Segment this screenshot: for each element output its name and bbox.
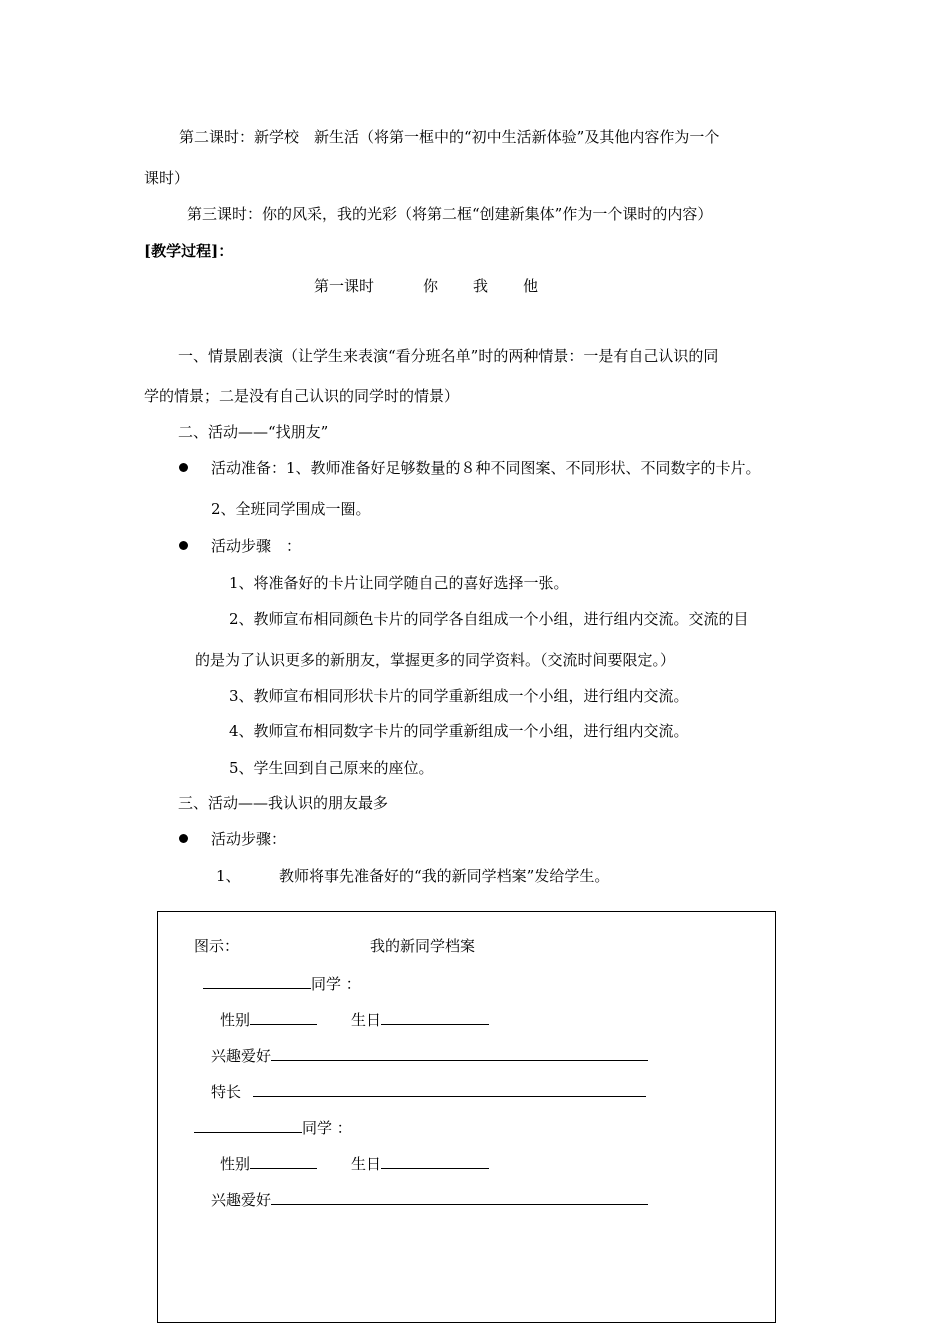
- name-blank[interactable]: [194, 1117, 302, 1133]
- bullet-icon: [179, 541, 188, 550]
- classmate-suffix: 同学 ：: [302, 1119, 352, 1137]
- classmate-name-row: [203, 973, 361, 994]
- section2-prep-line1: 活动准备：1、教师准备好足够数量的８种不同图案、不同形状、不同数字的卡片。: [211, 459, 761, 477]
- section2-step1: 1、将准备好的卡片让同学随自己的喜好选择一张。: [229, 574, 569, 592]
- section2-step4: 4、教师宣布相同数字卡片的同学重新组成一个小组，进行组内交流。: [229, 722, 689, 740]
- specialty-label: 特长: [211, 1083, 242, 1101]
- lesson2-line1: 第二课时：新学校 新生活（将第一框中的“初中生活新体验”及其他内容作为一个: [179, 128, 720, 146]
- section2-step2-line2: 的是为了认识更多的新朋友，掌握更多的同学资料。（交流时间要限定。）: [195, 651, 676, 669]
- hobby-blank[interactable]: [271, 1045, 648, 1061]
- bullet-icon: [179, 834, 188, 843]
- lesson1-title-him: 他: [523, 277, 539, 295]
- lesson3-line: 第三课时：你的风采，我的光彩（将第二框“创建新集体”作为一个课时的内容）: [187, 205, 713, 223]
- section2-step3: 3、教师宣布相同形状卡片的同学重新组成一个小组，进行组内交流。: [229, 687, 689, 705]
- hobby-label: 兴趣爱好: [211, 1047, 272, 1065]
- gender-birthday-row: [220, 1153, 489, 1174]
- bullet-icon: [179, 463, 188, 472]
- gender-label: 性别: [220, 1011, 251, 1029]
- birthday-blank[interactable]: [381, 1009, 489, 1025]
- section2-step2-line1: 2、教师宣布相同颜色卡片的同学各自组成一个小组，进行组内交流。交流的目: [229, 610, 749, 628]
- section1-line2: 学的情景；二是没有自己认识的同学时的情景）: [144, 387, 460, 405]
- lesson2-line2: 课时）: [144, 169, 190, 187]
- classmate-suffix: 同学 ：: [311, 975, 361, 993]
- section2-step5: 5、学生回到自己原来的座位。: [229, 759, 434, 777]
- section3-heading: 三、活动——我认识的朋友最多: [178, 794, 389, 812]
- section2-steps-label: 活动步骤 ：: [211, 537, 302, 555]
- section3-step1-num: 1、: [216, 867, 241, 885]
- name-blank[interactable]: [203, 973, 311, 989]
- form-label: 图示：: [194, 937, 240, 955]
- hobby-row: [211, 1189, 648, 1210]
- section3-step1-text: 教师将事先准备好的“我的新同学档案”发给学生。: [279, 867, 610, 885]
- gender-label: 性别: [220, 1155, 251, 1173]
- hobby-row: [211, 1045, 648, 1066]
- gender-birthday-row: [220, 1009, 489, 1030]
- section1-line1: 一、情景剧表演（让学生来表演“看分班名单”时的两种情景：一是有自己认识的同: [178, 347, 719, 365]
- gender-blank[interactable]: [250, 1009, 317, 1025]
- form-title: 我的新同学档案: [370, 937, 476, 955]
- classmate-name-row: [194, 1117, 352, 1138]
- section3-steps-label: 活动步骤：: [211, 830, 287, 848]
- specialty-row: [211, 1081, 646, 1102]
- specialty-blank[interactable]: [253, 1081, 646, 1097]
- lesson1-title-a: 第一课时: [314, 277, 375, 295]
- birthday-label: 生日: [351, 1011, 382, 1029]
- hobby-blank[interactable]: [271, 1189, 648, 1205]
- hobby-label: 兴趣爱好: [211, 1191, 272, 1209]
- gender-blank[interactable]: [250, 1153, 317, 1169]
- lesson1-title: [314, 276, 374, 296]
- birthday-label: 生日: [351, 1155, 382, 1173]
- section2-prep-line2: 2、全班同学围成一圈。: [211, 500, 371, 518]
- birthday-blank[interactable]: [381, 1153, 489, 1169]
- section2-heading: 二、活动——“找朋友”: [178, 423, 329, 441]
- lesson1-title-you: 你: [423, 277, 439, 295]
- process-heading: [教学过程]：: [144, 242, 234, 260]
- lesson1-title-me: 我: [473, 277, 489, 295]
- classmate-profile-form: [157, 911, 776, 1323]
